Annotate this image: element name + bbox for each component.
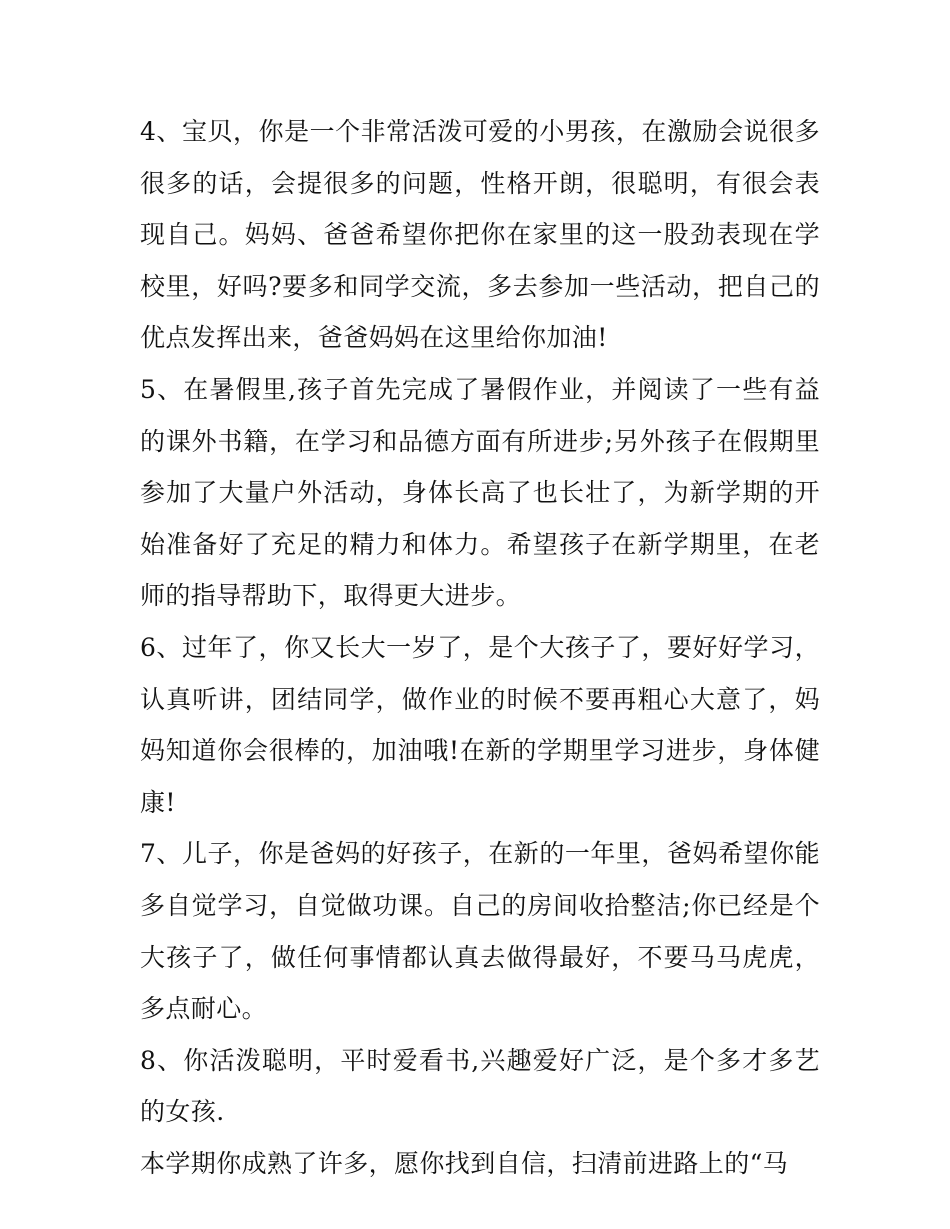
paragraph-7: 7、儿子，你是爸妈的好孩子，在新的一年里，爸妈希望你能多自觉学习，自觉做功课。自己的房间收拾整洁;你已经是个大孩子了，做任何事情都认真去做得最好，不要马马虎虎，多点耐心。 bbox=[140, 839, 820, 1024]
paragraph-continuation: 本学期你成熟了许多，愿你找到自信，扫清前进路上的“马 bbox=[140, 1148, 789, 1178]
paragraph-5: 5、在暑假里,孩子首先完成了暑假作业，并阅读了一些有益的课外书籍，在学习和品德方面有所进步;另外孩子在假期里参加了大量户外活动，身体长高了也长壮了，为新学期的开始准备好了充足的精力和体力。希望孩子在新学期里，在老师的指导帮助下，取得更大进步。 bbox=[140, 374, 820, 611]
paragraph-8: 8、你活泼聪明，平时爱看书,兴趣爱好广泛，是个多才多艺的女孩. bbox=[140, 1045, 820, 1127]
paragraph-6: 6、过年了，你又长大一岁了，是个大孩子了，要好好学习，认真听讲，团结同学，做作业的时候不要再粗心大意了，妈妈知道你会很棒的，加油哦!在新的学期里学习进步，身体健康! bbox=[140, 632, 820, 817]
document-body bbox=[140, 106, 820, 1189]
paragraph-4: 4、宝贝，你是一个非常活泼可爱的小男孩，在激励会说很多很多的话，会提很多的问题，性格开朗，很聪明，有很会表现自己。妈妈、爸爸希望你把你在家里的这一股劲表现在学校里，好吗?要多和同学交流，多去参加一些活动，把自己的优点发挥出来，爸爸妈妈在这里给你加油! bbox=[140, 117, 820, 353]
